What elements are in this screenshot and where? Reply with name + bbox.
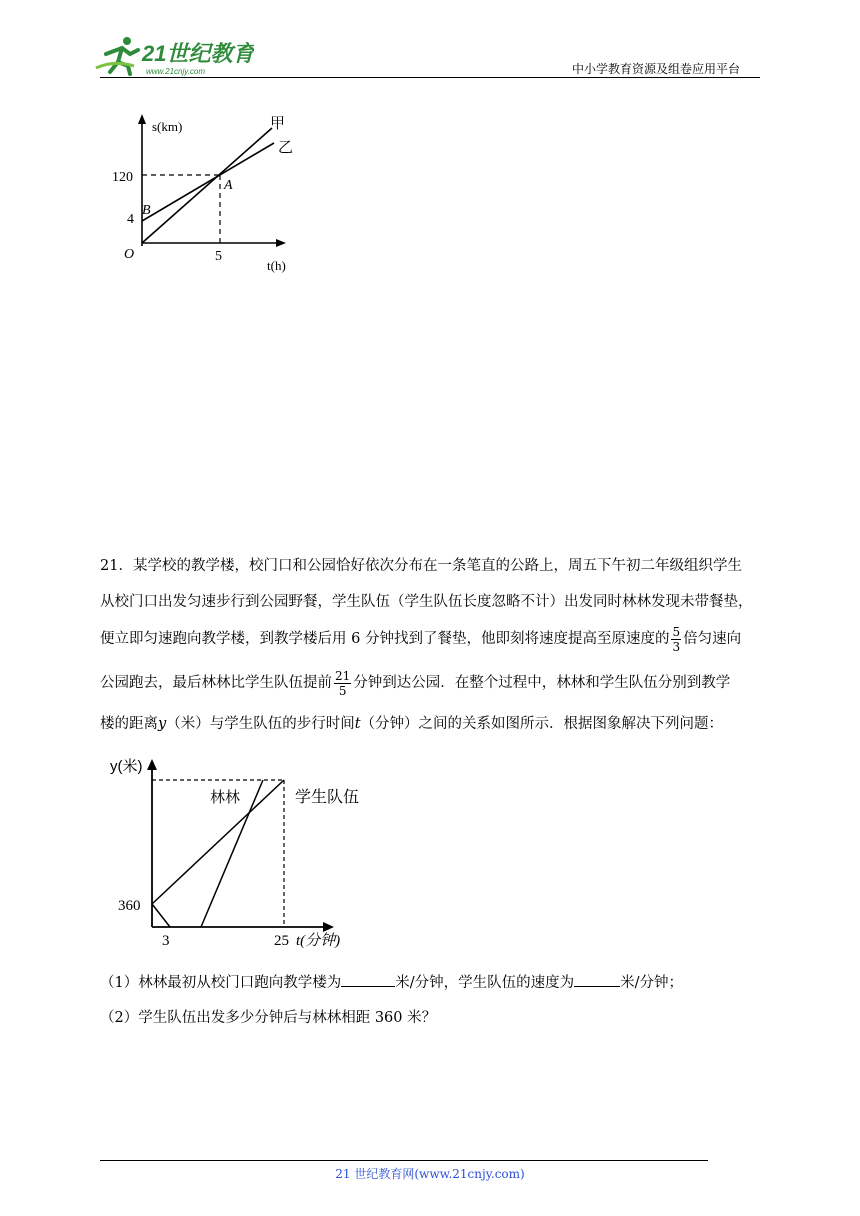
site-logo xyxy=(94,32,254,78)
fraction-numerator: 21 xyxy=(335,668,351,683)
problem-21-line-3 xyxy=(100,622,762,656)
line-yi xyxy=(142,143,274,221)
team-label: 学生队伍 xyxy=(295,789,360,806)
x-axis-label: t(分钟) xyxy=(296,933,341,949)
question-1 xyxy=(100,972,762,993)
linlin-line-to-building xyxy=(152,904,170,927)
header-divider xyxy=(100,77,760,78)
point-a-label: A xyxy=(224,178,233,193)
footer-divider xyxy=(100,1160,708,1161)
x-axis-arrow xyxy=(323,922,334,932)
line-5-text-c: （分钟）之间的关系如图所示．根据图象解决下列问题： xyxy=(360,716,724,732)
y-tick-120: 120 xyxy=(112,170,133,185)
x-tick-25: 25 xyxy=(274,933,289,949)
x-tick-5: 5 xyxy=(215,249,222,264)
problem-21-line-4 xyxy=(100,666,762,700)
line-jia-label: 甲 xyxy=(270,116,286,132)
problem-21-line-1: 21．某学校的教学楼，校门口和公园恰好依次分布在一条笔直的公路上，周五下午初二年级组织学生 xyxy=(100,558,742,574)
y-axis-arrow xyxy=(138,114,146,124)
question-2: （2）学生队伍出发多少分钟后与林林相距 360 米？ xyxy=(100,1010,437,1026)
line-jia xyxy=(142,128,272,243)
y-tick-4: 4 xyxy=(127,212,134,227)
runner-icon xyxy=(96,37,138,74)
fraction-numerator: 5 xyxy=(672,624,681,639)
fraction-five-thirds xyxy=(671,625,681,654)
question-1-text-b: 米/分钟，学生队伍的速度为 xyxy=(395,975,575,991)
problem-21-line-2: 从校门口出发匀速步行到公园野餐，学生队伍（学生队伍长度忽略不计）出发同时林林发现未带餐垫， xyxy=(100,594,753,610)
line-3-text-before: 便立即匀速跑向教学楼，到教学楼后用 6 分钟找到了餐垫，他即刻将速度提高至原速度的 xyxy=(100,631,670,647)
x-axis-arrow xyxy=(276,239,286,247)
answer-blank-2[interactable] xyxy=(574,972,620,987)
footer-link-text[interactable]: 21 世纪教育网(www.21cnjy.com) xyxy=(335,1167,525,1181)
line-yi-label: 乙 xyxy=(278,140,294,156)
logo-url-text: www.21cnjy.com xyxy=(146,67,205,76)
answer-blank-1[interactable] xyxy=(341,972,395,987)
variable-t: t xyxy=(354,716,361,732)
question-1-text-a: （1）林林最初从校门口跑向教学楼为 xyxy=(100,975,342,991)
fraction-denominator: 3 xyxy=(672,639,681,654)
y-axis-arrow xyxy=(147,759,157,770)
x-axis-label: t(h) xyxy=(267,258,286,273)
line-4-text-before: 公园跑去，最后林林比学生队伍提前 xyxy=(100,675,332,691)
distance-time-graph-1 xyxy=(100,100,300,280)
line-5-text-a: 楼的距离 xyxy=(100,716,158,732)
y-tick-360: 360 xyxy=(118,898,141,914)
question-1-text-c: 米/分钟； xyxy=(620,975,684,991)
problem-21-line-5 xyxy=(100,714,762,734)
header-platform-text: 中小学教育资源及组卷应用平台 xyxy=(572,62,741,76)
line-3-text-after: 倍匀速向 xyxy=(683,631,742,647)
logo-text: 21世纪教育 xyxy=(142,41,254,66)
x-tick-3: 3 xyxy=(162,933,170,949)
line-5-text-b: （米）与学生队伍的步行时间 xyxy=(166,716,355,732)
variable-y: y xyxy=(158,716,167,732)
origin-label: O xyxy=(124,247,135,262)
fraction-twentyone-fifths xyxy=(334,669,351,698)
fraction-denominator: 5 xyxy=(338,683,347,698)
y-axis-label: s(km) xyxy=(152,119,183,134)
distance-time-graph-2 xyxy=(100,750,380,955)
line-4-text-after: 分钟到达公园．在整个过程中，林林和学生队伍分别到教学 xyxy=(353,675,731,691)
linlin-label: 林林 xyxy=(210,789,241,806)
point-b-label: B xyxy=(142,203,151,218)
y-axis-label: y(米) xyxy=(110,758,143,775)
